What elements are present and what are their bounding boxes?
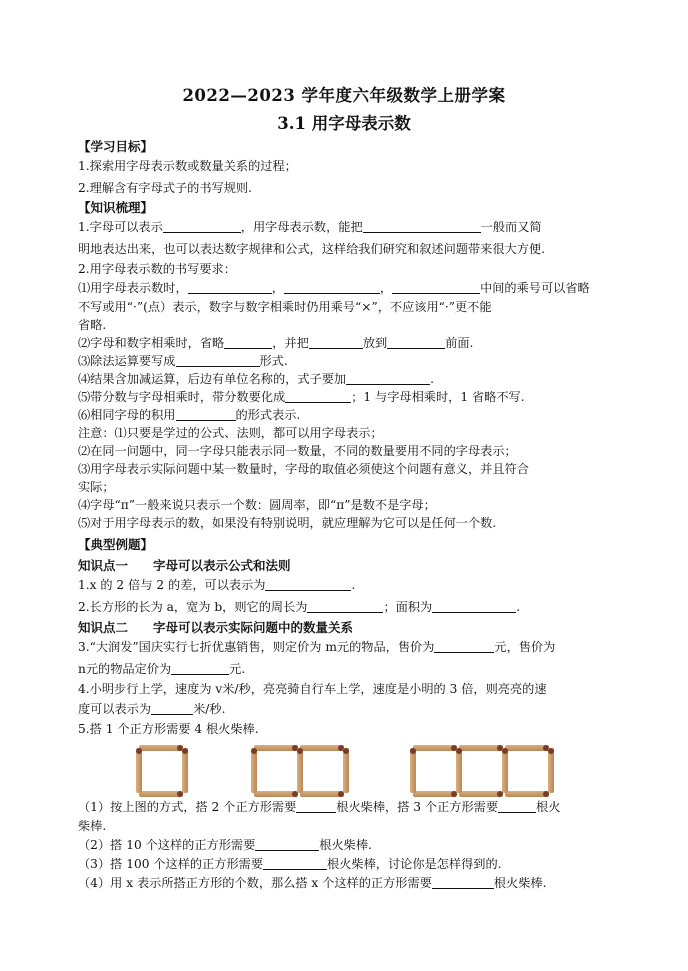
text: ， xyxy=(271,281,284,295)
text: 1.字母可以表示 xyxy=(78,220,163,234)
answer-blank[interactable] xyxy=(432,875,494,889)
text: n元的物品定价为 xyxy=(78,662,172,676)
matchstick xyxy=(459,791,503,797)
matchstick xyxy=(505,791,549,797)
text: ，并把 xyxy=(272,336,309,350)
sub-question-3 xyxy=(78,855,618,873)
text: （2）搭 10 个这样的正方形需要 xyxy=(78,838,256,852)
knowledge-line: 2.用字母表示数的书写要求： xyxy=(78,262,236,276)
note-line: ⑶用字母表示实际问题中某一数量时，字母的取值必须使这个问题有意义，并且符合 xyxy=(78,462,529,476)
matchstick xyxy=(456,748,462,793)
knowledge-point-2: 知识点二 字母可以表示实际问题中的数量关系 xyxy=(78,620,354,635)
text: ⑸带分数与字母相乘时，带分数要化成 xyxy=(78,390,286,404)
matchstick xyxy=(343,748,349,793)
note-line: ⑵在同一问题中，同一字母只能表示同一数量，不同的数量要用不同的字母表示； xyxy=(78,444,517,458)
knowledge-point-1: 知识点一 字母可以表示公式和法则 xyxy=(78,558,291,573)
text: 放到 xyxy=(362,336,388,350)
text: ⑷结果含加减运算，后边有单位名称的，式子要加 xyxy=(78,372,347,386)
text: 元. xyxy=(229,662,246,676)
text: 中间的乘号可以省略 xyxy=(480,281,590,295)
rule-line: 省略. xyxy=(78,318,107,332)
answer-blank[interactable] xyxy=(263,856,327,870)
matchstick xyxy=(502,748,508,793)
matchstick xyxy=(182,748,188,793)
answer-blank[interactable] xyxy=(498,799,536,813)
sub-question-2 xyxy=(78,836,618,854)
text: 根火柴棒，搭 3 个正方形需要 xyxy=(336,800,499,814)
text: 米/秒. xyxy=(193,702,226,716)
text: 根火柴棒. xyxy=(319,838,372,852)
matchstick xyxy=(139,791,183,797)
text: . xyxy=(430,372,434,386)
rule-line: 不写或用“·”(点）表示，数字与数字相乘时仍用乘号“×”，不应该用“·”更不能 xyxy=(78,300,492,314)
text: ，用字母表示数，能把 xyxy=(240,220,363,234)
text: ⑴用字母表示数时， xyxy=(78,281,188,295)
matchstick xyxy=(254,745,298,751)
matchstick xyxy=(297,748,303,793)
note-line: ⑷字母“π”一般来说只表示一个数：圆周率，即“π”是数不是字母； xyxy=(78,498,436,512)
text: 度可以表示为 xyxy=(78,702,152,716)
text: ；面积为 xyxy=(383,600,433,614)
matchstick xyxy=(413,791,457,797)
goals-heading: 【学习目标】 xyxy=(78,139,154,154)
lesson-title: 3.1 用字母表示数 xyxy=(277,114,411,133)
text: （3）搭 100 个这样的正方形需要 xyxy=(78,857,264,871)
matchstick xyxy=(136,748,142,793)
text: . xyxy=(516,600,521,614)
matchstick xyxy=(300,791,344,797)
text: （4）用 x 表示所搭正方形的个数，那么搭 x 个这样的正方形需要 xyxy=(78,876,432,890)
matchstick xyxy=(300,745,344,751)
text: 的形式表示. xyxy=(235,408,301,422)
question-5: 5.搭 1 个正方形需要 4 根火柴棒. xyxy=(78,722,259,736)
sub-question-1 xyxy=(78,798,618,816)
text: 元，售价为 xyxy=(494,640,556,654)
text: 一般而又简 xyxy=(480,220,542,234)
text: ⑵字母和数字相乘时，省略 xyxy=(78,336,225,350)
matchstick xyxy=(410,748,416,793)
matchstick xyxy=(139,745,183,751)
note-line: 注意：⑴只要是学过的公式、法则，都可以用字母表示； xyxy=(78,426,383,440)
text: 根火 xyxy=(536,800,561,814)
knowledge-heading: 【知识梳理】 xyxy=(78,200,154,215)
matchstick xyxy=(413,745,457,751)
matchstick xyxy=(548,748,554,793)
text: ⑶除法运算要写成 xyxy=(78,354,176,368)
text: 2.长方形的长为 a，宽为 b，则它的周长为 xyxy=(78,600,308,614)
text: （1）按上图的方式，搭 2 个正方形需要 xyxy=(78,800,297,814)
matchstick xyxy=(251,748,257,793)
text: ⑹相同字母的积用 xyxy=(78,408,176,422)
goal-item: 1.探索用字母表示数或数量关系的过程； xyxy=(78,159,297,173)
knowledge-line: 明地表达出来，也可以表达数字规律和公式，这样给我们研究和叙述问题带来很大方便. xyxy=(78,242,545,256)
text: 根火柴棒. xyxy=(493,876,547,890)
goal-item: 2.理解含有字母式子的书写规则. xyxy=(78,181,252,195)
text: 根火柴棒，讨论你是怎样得到的. xyxy=(327,857,502,871)
matchstick xyxy=(459,745,503,751)
text: 1.x 的 2 倍与 2 的差，可以表示为 xyxy=(78,578,266,592)
examples-heading: 【典型例题】 xyxy=(78,537,154,552)
matchstick xyxy=(254,791,298,797)
text: ， xyxy=(379,281,393,295)
sub-question-4 xyxy=(78,874,618,892)
answer-blank[interactable] xyxy=(296,799,336,813)
matchstick xyxy=(505,745,549,751)
note-line: ⑸对于用字母表示的数，如果没有特别说明，就应理解为它可以是任何一个数. xyxy=(78,516,497,530)
document-title: 2022—2023 学年度六年级数学上册学案 xyxy=(182,86,506,105)
text: ；1 与字母相乘时，1 省略不写. xyxy=(351,390,525,404)
note-line: 实际； xyxy=(78,480,115,494)
answer-blank[interactable] xyxy=(255,837,319,851)
sub-question-1-cont: 柴棒. xyxy=(78,819,107,833)
text: 前面. xyxy=(445,336,474,350)
question-4: 4.小明步行上学，速度为 v米/秒，亮亮骑自行车上学，速度是小明的 3 倍，则亮亮的速 xyxy=(78,682,547,696)
text: 形式. xyxy=(259,354,288,368)
text: . xyxy=(351,578,356,592)
text: 3.“大润发”国庆实行七折优惠销售，则定价为 m元的物品，售价为 xyxy=(78,640,435,654)
